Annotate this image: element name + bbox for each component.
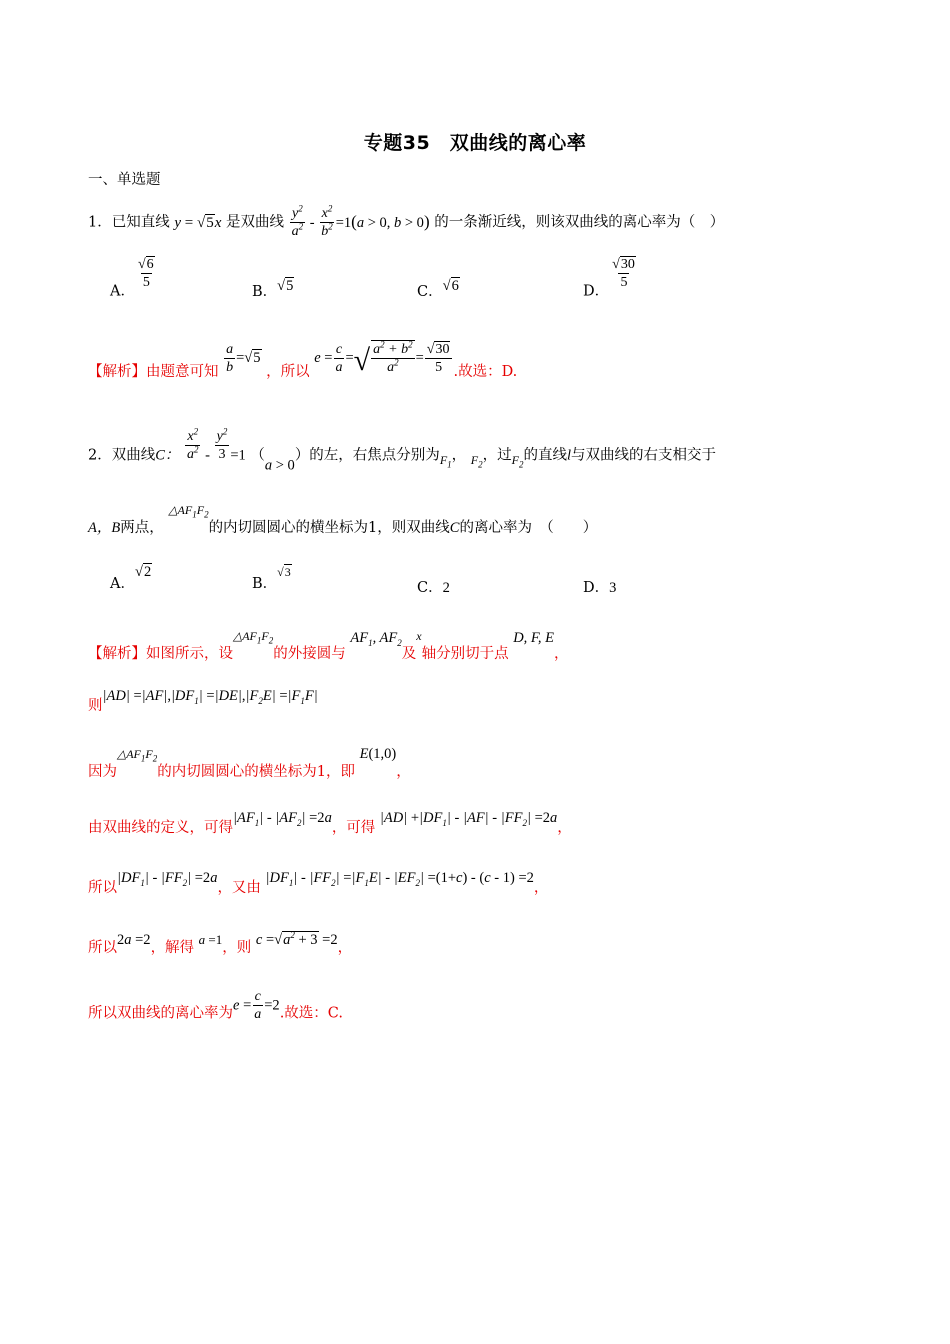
q1-option-b: B．√5 (252, 278, 294, 300)
q2-solution-line1: 【解析】如图所示，设$^{\triangle AF_1F_2}$的外接圆与 $AF_1$, $AF_2$及$^x$轴分别切于点 D, F, E， (88, 629, 569, 662)
q2-solution-line6: 所以2a =2，解得 a =1，则 $c =√a^2 + 3 =2$， (88, 930, 353, 956)
q2-option-d: D．3 (583, 580, 617, 596)
q2-option-b: B．√3 (252, 565, 291, 592)
q1-line-equation: y = √5x (174, 214, 222, 231)
q1-hyperbola: $\frac{y^2}{a^2}$ - $\frac{x^2}{b^2}$ =1(a > 0, b > 0) (291, 203, 430, 239)
q2-solution-line5: 所以$|DF_1| - |FF_2| =2a$，又由 $|DF_1| - |FF_2| =|F_1E| - |EF_2| =(1+c) - (c - 1) =2$， (88, 870, 549, 896)
section-heading: 一、单选题 (88, 172, 161, 188)
q2-stem-line1: 2．双曲线C： $\frac{x^2}{a^2}$ - $\frac{y^2}{3}$ =1 （a > 0）的左，右焦点分别为$_{F_1}$， $_{F_2}$，过$_{F_2}$的直线l与双曲线的右支相交于 (88, 426, 716, 474)
q1-option-a: A． $\frac{√6}{5}$ (110, 256, 158, 301)
q2-hyperbola: $\frac{x^2}{a^2}$ (187, 426, 199, 462)
q2-solution-line2: 则$|AD| =|AF|,|DF_1| =|DE|,|F_2E| =|F_1F|$ (88, 688, 318, 714)
q2-solution-line3: 因为$^{\triangle AF_1F_2}$的内切圆圆心的横坐标为1，即 E(1,0)， (88, 746, 411, 780)
q2-option-a: A．√2 (110, 564, 152, 592)
q1-prefix: 1．已知直线 (88, 214, 170, 231)
q1-stem (88, 205, 724, 240)
q1-mid: 是双曲线 (226, 214, 284, 231)
q1-option-d: D． $\frac{√30}{5}$ (583, 257, 635, 300)
q2-curve-name: C： (155, 447, 180, 464)
q1-option-c: C．√6 (417, 278, 459, 300)
q1-option-a-value: $\frac{√6}{5}$ (137, 257, 154, 290)
page-title: 专题35 双曲线的离心率 (363, 132, 587, 154)
q1-solution: 【解析】由题意可知 $\frac{a}{b}$ =√5 ，所以 e = $\frac{c}{a}$ =√ $\frac{a^2 + b^2}{a^2}$ = $\frac{√30}{5}$ .故选：D. (88, 339, 518, 380)
q2-option-c: C．2 (417, 580, 450, 596)
q2-solution-line7: 所以双曲线的离心率为e = $\frac{c}{a}$ =2.故选：C. (88, 989, 343, 1022)
q2-stem-line2: A，B两点， $\triangle AF_1F_2$的内切圆圆心的横坐标为1，则双曲线C的离心率为 （ ） (88, 503, 598, 536)
q2-solution-line4: 由双曲线的定义，可得$|AF_1| - |AF_2| =2a$，可得 $|AD| +|DF_1| - |AF| - |FF_2| =2a$， (88, 810, 572, 836)
q1-suffix: 的一条渐近线，则该双曲线的离心率为（ ） (434, 214, 725, 231)
